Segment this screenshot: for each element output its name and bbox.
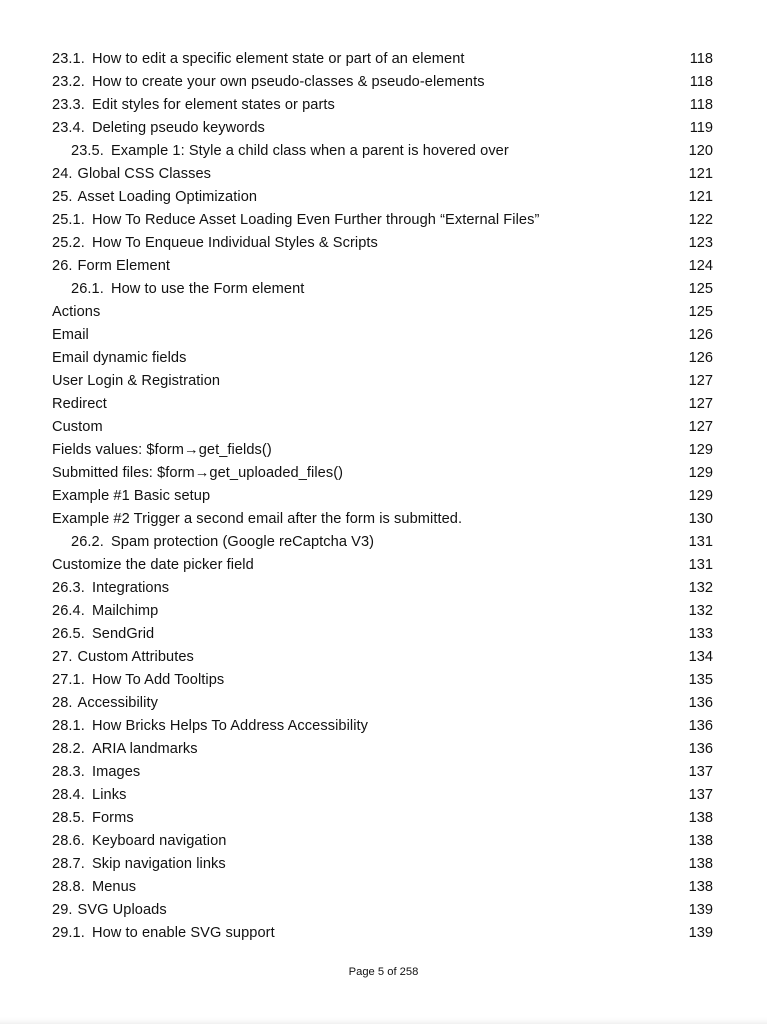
toc-entry[interactable] (52, 830, 713, 853)
toc-entry-page-number: 125 (688, 304, 713, 320)
toc-entry-label (52, 669, 224, 692)
toc-entry-number: 23.1. (52, 51, 85, 67)
toc-entry[interactable] (52, 784, 713, 807)
toc-entry-title: Accessibility (77, 695, 158, 711)
toc-entry-label (52, 715, 368, 738)
toc-entry-page-number: 119 (689, 120, 713, 136)
toc-entry[interactable] (52, 738, 713, 761)
toc-entry-label (52, 439, 272, 462)
toc-entry-label (52, 807, 134, 830)
toc-entry-label (52, 830, 226, 853)
toc-entry[interactable] (52, 94, 713, 117)
toc-entry-label (52, 117, 265, 140)
toc-entry[interactable] (52, 232, 713, 255)
toc-entry-number: 23.4. (52, 120, 85, 136)
toc-entry-page-number: 121 (688, 189, 713, 205)
toc-entry-number: 28.7. (52, 856, 85, 872)
toc-entry[interactable] (52, 370, 713, 393)
toc-entry-page-number: 130 (688, 511, 713, 527)
toc-entry-number: 23.2. (52, 74, 85, 90)
toc-entry-title: Global CSS Classes (77, 166, 212, 182)
toc-entry[interactable] (52, 876, 713, 899)
toc-entry-page-number: 137 (688, 764, 713, 780)
toc-entry-title: Custom (52, 419, 103, 435)
toc-entry-page-number: 135 (688, 672, 713, 688)
toc-entry-number: 28.1. (52, 718, 85, 734)
toc-entry-label (52, 462, 343, 485)
toc-entry-title: Submitted files: $form→get_uploaded_files() (52, 465, 344, 481)
toc-entry-page-number: 132 (688, 580, 713, 596)
toc-entry-page-number: 136 (688, 741, 713, 757)
toc-entry-label (52, 853, 226, 876)
toc-entry-label (52, 554, 254, 577)
toc-entry[interactable] (52, 301, 713, 324)
toc-entry-label (52, 416, 103, 439)
toc-entry[interactable] (52, 209, 713, 232)
toc-entry-number: 26.4. (52, 603, 85, 619)
toc-entry-title: Menus (92, 879, 137, 895)
toc-entry-page-number: 125 (688, 281, 713, 297)
toc-entry-title: Actions (52, 304, 101, 320)
toc-entry-title: Keyboard navigation (92, 833, 227, 849)
toc-entry-page-number: 136 (688, 695, 713, 711)
toc-entry-label (52, 255, 170, 278)
page-bottom-edge (0, 1017, 767, 1024)
toc-entry-page-number: 138 (688, 879, 713, 895)
page-footer: Page 5 of 258 (348, 966, 419, 978)
toc-entry-label (52, 301, 100, 324)
toc-entry-title: How to create your own pseudo-classes & pseudo-elements (92, 74, 485, 90)
toc-entry[interactable] (52, 163, 713, 186)
toc-entry-number: 28.6. (52, 833, 85, 849)
toc-entry-title: ARIA landmarks (92, 741, 198, 757)
toc-entry-title: Mailchimp (92, 603, 159, 619)
toc-entry-number: 28.2. (52, 741, 85, 757)
toc-entry-title: Integrations (92, 580, 170, 596)
toc-entry-label (52, 71, 485, 94)
toc-entry-label (52, 232, 378, 255)
toc-entry-page-number: 121 (688, 166, 713, 182)
toc-entry-page-number: 118 (689, 97, 713, 113)
toc-entry[interactable] (52, 416, 713, 439)
toc-entry-number: 27.1. (52, 672, 85, 688)
toc-entry-number: 27. (52, 649, 73, 665)
toc-entry-page-number: 120 (688, 143, 713, 159)
toc-entry[interactable] (52, 899, 713, 922)
toc-entry[interactable] (52, 117, 713, 140)
toc-entry-label (52, 761, 140, 784)
toc-entry-page-number: 138 (688, 833, 713, 849)
toc-entry-title: Email dynamic fields (52, 350, 187, 366)
toc-entry[interactable] (52, 922, 713, 945)
toc-entry[interactable] (52, 646, 713, 669)
toc-entry-label (52, 577, 169, 600)
toc-entry-title: How To Reduce Asset Loading Even Further through “External Files” (92, 212, 540, 228)
toc-entry-page-number: 127 (688, 396, 713, 412)
toc-entry-title: Form Element (77, 258, 171, 274)
toc-entry-page-number: 136 (688, 718, 713, 734)
toc-entry-title: How to enable SVG support (92, 925, 275, 941)
toc-entry-title: How to use the Form element (111, 281, 305, 297)
toc-entry-page-number: 118 (689, 74, 713, 90)
toc-entry-title: SendGrid (92, 626, 155, 642)
toc-entry-title: How Bricks Helps To Address Accessibility (92, 718, 369, 734)
toc-entry[interactable] (52, 853, 713, 876)
toc-entry[interactable] (52, 140, 713, 163)
toc-entry-number: 28.5. (52, 810, 85, 826)
toc-entry-label (52, 876, 136, 899)
toc-entry-label (52, 922, 275, 945)
toc-entry-page-number: 122 (688, 212, 713, 228)
toc-entry-page-number: 129 (688, 488, 713, 504)
toc-entry-number: 25.1. (52, 212, 85, 228)
toc-entry[interactable] (52, 807, 713, 830)
toc-entry-title: Redirect (52, 396, 107, 412)
toc-entry-label (52, 508, 462, 531)
toc-entry[interactable] (52, 324, 713, 347)
toc-entry-page-number: 124 (688, 258, 713, 274)
toc-entry[interactable] (52, 393, 713, 416)
toc-entry-page-number: 131 (688, 557, 713, 573)
toc-entry-page-number: 138 (688, 856, 713, 872)
toc-entry-label (52, 324, 89, 347)
toc-entry-label (52, 370, 220, 393)
toc-entry-number: 23.3. (52, 97, 85, 113)
toc-entry-number: 29.1. (52, 925, 85, 941)
toc-entry-number: 28.4. (52, 787, 85, 803)
toc-entry-title: Edit styles for element states or parts (92, 97, 335, 113)
toc-entry-page-number: 138 (688, 810, 713, 826)
toc-entry[interactable] (52, 554, 713, 577)
toc-entry-title: How to edit a specific element state or part of an element (92, 51, 465, 67)
toc-entry-page-number: 127 (688, 373, 713, 389)
toc-entry-page-number: 123 (688, 235, 713, 251)
toc-entry-title: Email (52, 327, 89, 343)
toc-entry-page-number: 133 (688, 626, 713, 642)
toc-entry[interactable] (52, 692, 713, 715)
toc-entry-number: 28.3. (52, 764, 85, 780)
toc-entry-page-number: 131 (688, 534, 713, 550)
toc-entry[interactable] (52, 623, 713, 646)
toc-entry[interactable] (52, 531, 713, 554)
toc-entry-title: How To Enqueue Individual Styles & Scripts (92, 235, 378, 251)
toc-entry-page-number: 118 (689, 51, 713, 67)
toc-entry[interactable] (52, 439, 713, 462)
toc-entry-page-number: 126 (688, 327, 713, 343)
toc-entry-title: Fields values: $form→get_fields() (52, 442, 272, 458)
toc-entry-label (52, 784, 126, 807)
toc-entry-number: 29. (52, 902, 73, 918)
toc-entry-title: Example #1 Basic setup (52, 488, 211, 504)
toc-entry-label (52, 738, 198, 761)
toc-entry-number: 28. (52, 695, 73, 711)
toc-entry-label (52, 692, 158, 715)
toc-entry-label (71, 278, 304, 301)
toc-entry-label (71, 531, 374, 554)
toc-entry-number: 23.5. (71, 143, 104, 159)
toc-entry-page-number: 126 (688, 350, 713, 366)
toc-entry[interactable] (52, 71, 713, 94)
toc-entry-title: Links (92, 787, 127, 803)
toc-entry-label (52, 623, 154, 646)
toc-entry[interactable] (52, 347, 713, 370)
toc-entry[interactable] (52, 278, 713, 301)
toc-entry-title: Custom Attributes (77, 649, 194, 665)
toc-entry-number: 25. (52, 189, 73, 205)
toc-entry-title: Deleting pseudo keywords (92, 120, 265, 136)
toc-entry[interactable] (52, 577, 713, 600)
toc-entry-page-number: 139 (688, 925, 713, 941)
toc-entry-title: Customize the date picker field (52, 557, 254, 573)
toc-entry[interactable] (52, 600, 713, 623)
toc-entry-number: 28.8. (52, 879, 85, 895)
toc-entry-label (52, 485, 210, 508)
toc-entry-page-number: 127 (688, 419, 713, 435)
toc-entry-number: 26.3. (52, 580, 85, 596)
toc-entry-page-number: 132 (688, 603, 713, 619)
toc-entry-title: Images (92, 764, 141, 780)
toc-entry[interactable] (52, 485, 713, 508)
toc-entry-page-number: 134 (688, 649, 713, 665)
toc-entry-title: Skip navigation links (92, 856, 226, 872)
toc-entry-title: Example 1: Style a child class when a parent is hovered over (111, 143, 509, 159)
toc-entry-label (52, 163, 211, 186)
toc-entry-title: Spam protection (Google reCaptcha V3) (111, 534, 375, 550)
toc-entry[interactable] (52, 255, 713, 278)
toc-entry-number: 26.2. (71, 534, 104, 550)
toc-entry[interactable] (52, 669, 713, 692)
toc-entry-page-number: 139 (688, 902, 713, 918)
toc-entry[interactable] (52, 48, 713, 71)
toc-entry-page-number: 129 (688, 442, 713, 458)
toc-entry-label (52, 94, 335, 117)
toc-entry-number: 24. (52, 166, 73, 182)
toc-entry-number: 26.5. (52, 626, 85, 642)
toc-entry[interactable] (52, 715, 713, 738)
toc-entry-label (52, 646, 194, 669)
toc-entry-label (52, 186, 257, 209)
toc-entry-title: User Login & Registration (52, 373, 221, 389)
toc-entry-number: 25.2. (52, 235, 85, 251)
toc-entry-page-number: 137 (688, 787, 713, 803)
table-of-contents (52, 48, 713, 945)
toc-entry-label (52, 347, 186, 370)
toc-entry-label (52, 600, 158, 623)
toc-entry-label (52, 48, 465, 71)
toc-entry[interactable] (52, 186, 713, 209)
toc-entry-label (52, 209, 539, 232)
toc-entry-page-number: 129 (688, 465, 713, 481)
toc-entry-title: Forms (92, 810, 134, 826)
toc-entry-label (52, 393, 107, 416)
toc-entry[interactable] (52, 761, 713, 784)
toc-entry-title: How To Add Tooltips (92, 672, 225, 688)
toc-entry-title: SVG Uploads (77, 902, 167, 918)
toc-entry-title: Example #2 Trigger a second email after the form is submitted. (52, 511, 463, 527)
toc-entry-number: 26. (52, 258, 73, 274)
toc-entry-number: 26.1. (71, 281, 104, 297)
toc-entry[interactable] (52, 508, 713, 531)
toc-entry-label (71, 140, 509, 163)
toc-entry-title: Asset Loading Optimization (77, 189, 258, 205)
toc-entry-label (52, 899, 167, 922)
toc-entry[interactable] (52, 462, 713, 485)
